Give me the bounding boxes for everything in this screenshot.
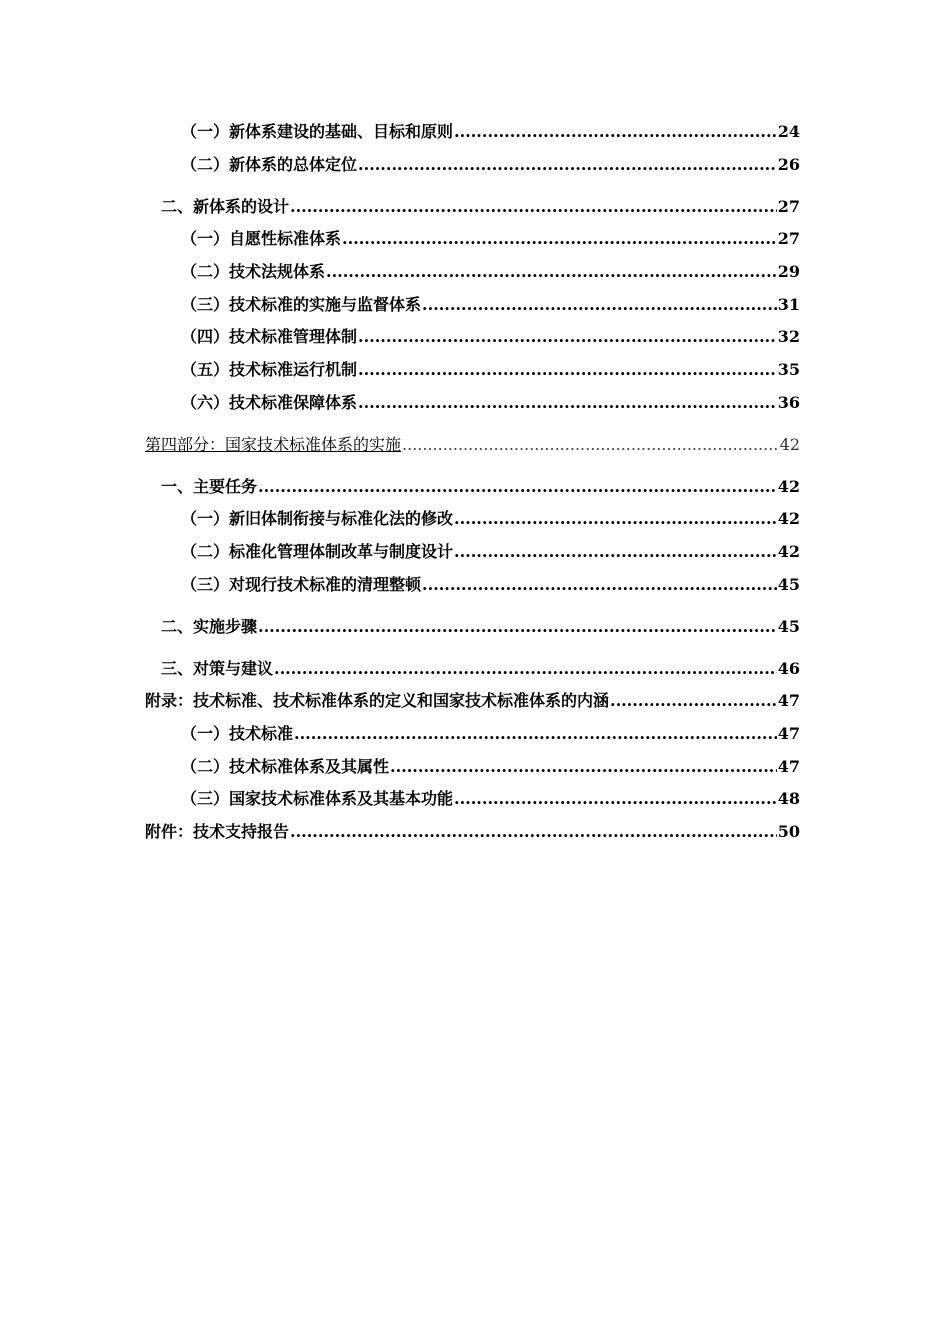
toc-entry-page: 24 (777, 122, 800, 141)
toc-leader-dots (402, 435, 779, 455)
toc-entry[interactable] (0, 505, 950, 529)
toc-entry-label: （二）标准化管理体制改革与制度设计 (181, 542, 454, 561)
toc-entry-label: （一）新体系建设的基础、目标和原则 (181, 122, 454, 141)
toc-leader-dots (358, 360, 777, 380)
toc-entry[interactable] (0, 571, 950, 595)
toc-entry[interactable] (0, 538, 950, 562)
toc-entry-label: （一）技术标准 (181, 724, 294, 743)
toc-entry-page: 27 (777, 229, 800, 248)
toc-entry[interactable] (0, 193, 950, 217)
toc-leader-dots (274, 659, 777, 679)
toc-entry-label: （二）技术法规体系 (181, 262, 326, 281)
toc-entry[interactable] (0, 720, 950, 744)
toc-leader-dots (294, 724, 777, 744)
toc-leader-dots (390, 757, 777, 777)
toc-entry-page: 42 (777, 477, 800, 496)
toc-leader-dots (258, 477, 777, 497)
toc-entry-page: 29 (777, 262, 800, 281)
toc-entry[interactable] (0, 613, 950, 637)
toc-entry[interactable] (0, 655, 950, 679)
toc-entry-label: （二）新体系的总体定位 (181, 155, 358, 174)
toc-entry-page: 50 (777, 822, 800, 841)
toc-entry[interactable] (0, 818, 950, 842)
toc-leader-dots (454, 509, 777, 529)
toc-entry-page: 42 (777, 542, 800, 561)
toc-entry-page: 31 (777, 295, 800, 314)
toc-entry-page: 47 (777, 691, 800, 710)
toc-entry-page: 47 (777, 757, 800, 776)
toc-entry[interactable] (0, 785, 950, 809)
toc-entry[interactable] (0, 687, 950, 711)
toc-entry-label: 一、主要任务 (161, 477, 258, 496)
toc-leader-dots (422, 575, 777, 595)
toc-entry-label: （六）技术标准保障体系 (181, 393, 358, 412)
toc-leader-dots (358, 393, 777, 413)
toc-part-link[interactable] (0, 431, 950, 455)
toc-entry-label: 附录：技术标准、技术标准体系的定义和国家技术标准体系的内涵 (145, 691, 610, 710)
toc-entry-label: （五）技术标准运行机制 (181, 360, 358, 379)
toc-entry-page: 42 (779, 435, 800, 454)
toc-leader-dots (358, 155, 777, 175)
toc-entry-label: （三）国家技术标准体系及其基本功能 (181, 789, 454, 808)
toc-entry[interactable] (0, 258, 950, 282)
toc-entry[interactable] (0, 356, 950, 380)
toc-leader-dots (326, 262, 777, 282)
toc-entry-page: 48 (777, 789, 800, 808)
toc-entry[interactable] (0, 323, 950, 347)
toc-leader-dots (422, 295, 777, 315)
toc-leader-dots (342, 229, 777, 249)
toc-entry-page: 27 (777, 197, 800, 216)
toc-entry[interactable] (0, 753, 950, 777)
toc-entry[interactable] (0, 389, 950, 413)
toc-leader-dots (454, 122, 777, 142)
toc-entry-page: 35 (777, 360, 800, 379)
toc-entry-label: （三）对现行技术标准的清理整顿 (181, 575, 422, 594)
toc-entry-page: 46 (777, 659, 800, 678)
toc-entry-page: 42 (777, 509, 800, 528)
toc-entry-page: 26 (777, 155, 800, 174)
toc-entry[interactable] (0, 225, 950, 249)
toc-entry-label: （三）技术标准的实施与监督体系 (181, 295, 422, 314)
toc-entry-page: 45 (777, 575, 800, 594)
toc-leader-dots (358, 327, 777, 347)
toc-entry[interactable] (0, 151, 950, 175)
toc-entry-label: 二、新体系的设计 (161, 197, 290, 216)
toc-entry-page: 45 (777, 617, 800, 636)
toc-entry-label: （一）新旧体制衔接与标准化法的修改 (181, 509, 454, 528)
toc-entry-label: 附件：技术支持报告 (145, 822, 290, 841)
toc-entry-label: （二）技术标准体系及其属性 (181, 757, 390, 776)
toc-entry-label[interactable]: 第四部分：国家技术标准体系的实施 (145, 435, 402, 454)
toc-leader-dots (290, 822, 777, 842)
toc-entry-page: 47 (777, 724, 800, 743)
toc-leader-dots (290, 197, 777, 217)
toc-entry-page: 36 (777, 393, 800, 412)
toc-entry-label: 二、实施步骤 (161, 617, 258, 636)
toc-entry[interactable] (0, 473, 950, 497)
toc-leader-dots (610, 691, 777, 711)
toc-entry[interactable] (0, 291, 950, 315)
toc-leader-dots (454, 789, 777, 809)
toc-leader-dots (258, 617, 777, 637)
toc-entry-page: 32 (777, 327, 800, 346)
toc-entry[interactable] (0, 118, 950, 142)
toc-leader-dots (454, 542, 777, 562)
toc-entry-label: 三、对策与建议 (161, 659, 274, 678)
toc-entry-label: （四）技术标准管理体制 (181, 327, 358, 346)
toc-entry-label: （一）自愿性标准体系 (181, 229, 342, 248)
